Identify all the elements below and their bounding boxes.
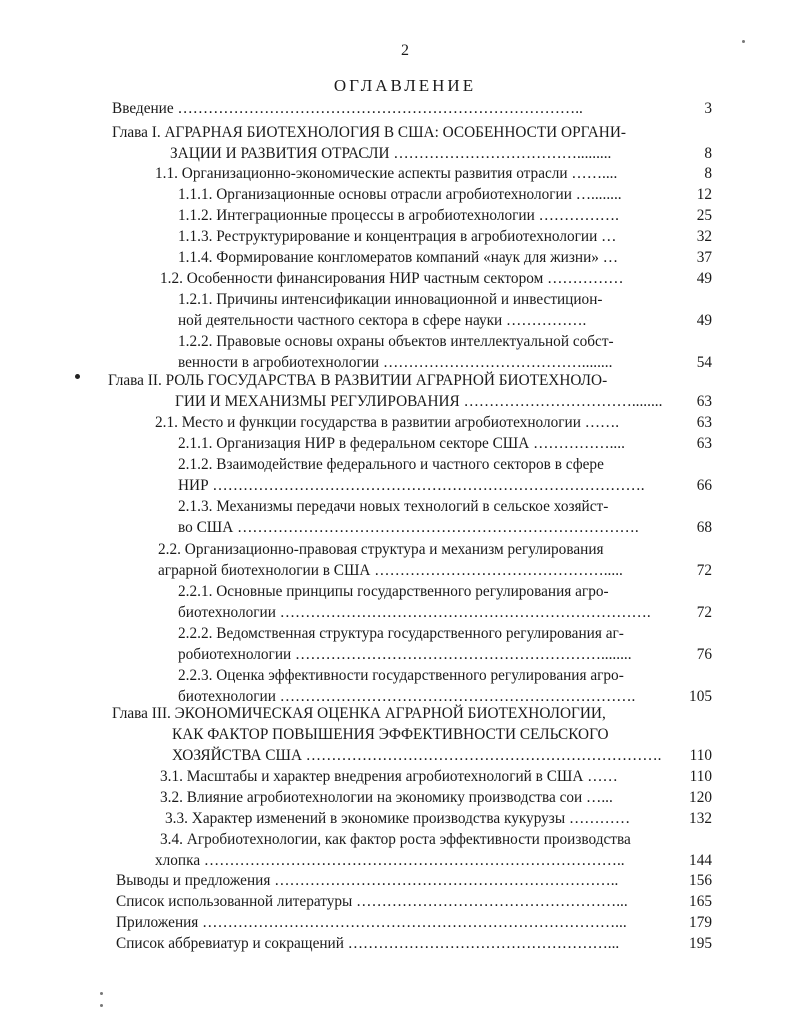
toc-entry-line: 2.2.1. Основные принципы государственного регулирования агро- <box>178 583 609 600</box>
scan-speck <box>742 40 745 43</box>
toc-entry-line: 2.2. Организационно-правовая структура и механизм регулирования <box>158 541 604 558</box>
toc-page-number: 132 <box>689 810 712 827</box>
toc-entry-line: 1.2.1. Причины интенсификации инновационной и инвестицион- <box>178 291 603 308</box>
toc-entry-line: НИР …………………………………………………………………………. <box>178 477 645 494</box>
toc-page-number: 8 <box>704 145 712 162</box>
scan-speck <box>75 374 80 379</box>
toc-page-number: 32 <box>696 228 712 245</box>
toc-entry-line: Приложения ………………………………………………………………………... <box>116 914 627 931</box>
toc-entry-line: Введение …………………………………………………………………….. <box>112 100 583 117</box>
toc-page-number: 110 <box>689 768 712 785</box>
toc-entry-line: 1.1.1. Организационные основы отрасли агробиотехнологии …........ <box>178 186 622 203</box>
toc-entry-line: робиотехнологии ……………………………………………………........ <box>178 646 632 663</box>
toc-entry-line: Глава III. ЭКОНОМИЧЕСКАЯ ОЦЕНКА АГРАРНОЙ БИОТЕХНОЛОГИИ, <box>112 705 606 722</box>
toc-entry-line: Выводы и предложения ………………………………………………………….. <box>116 872 619 889</box>
toc-page-number: 54 <box>696 354 712 371</box>
toc-entry-line: 2.2.3. Оценка эффективности государственного регулирования агро- <box>178 667 624 684</box>
toc-page-number: 72 <box>696 562 712 579</box>
toc-entry-line: ХОЗЯЙСТВА США ……………………………………………………………. <box>172 747 662 764</box>
toc-entry-line: 1.2. Особенности финансирования НИР частным сектором …………… <box>160 270 624 287</box>
toc-entry-line: 3.1. Масштабы и характер внедрения агробиотехнологий в США …… <box>160 768 618 785</box>
toc-page-number: 66 <box>696 477 712 494</box>
toc-entry-line: Список аббревиатур и сокращений ……………………………………………... <box>116 935 620 952</box>
toc-entry-line: КАК ФАКТОР ПОВЫШЕНИЯ ЭФФЕКТИВНОСТИ СЕЛЬСКОГО <box>172 726 609 743</box>
toc-page-number: 63 <box>696 414 712 431</box>
toc-page-number: 156 <box>689 872 712 889</box>
toc-page-number: 63 <box>696 393 712 410</box>
toc-entry-line: Глава I. АГРАРНАЯ БИОТЕХНОЛОГИЯ В США: ОСОБЕННОСТИ ОРГАНИ- <box>112 124 626 141</box>
toc-page-number: 179 <box>689 914 712 931</box>
toc-page-number: 49 <box>696 270 712 287</box>
toc-entry-line: 2.1.2. Взаимодействие федерального и частного секторов в сфере <box>178 456 604 473</box>
toc-entry-line: ГИИ И МЕХАНИЗМЫ РЕГУЛИРОВАНИЯ ……………………………........ <box>175 393 663 410</box>
toc-page-number: 105 <box>689 688 712 705</box>
toc-entry-line: Список использованной литературы ……………………………………………... <box>116 893 628 910</box>
toc-entry-line: 2.1.3. Механизмы передачи новых технологий в сельское хозяйст- <box>178 498 609 515</box>
toc-page-number: 165 <box>689 893 712 910</box>
toc-entry-line: 1.2.2. Правовые основы охраны объектов интеллектуальной собст- <box>178 333 614 350</box>
toc-page-number: 3 <box>704 100 712 117</box>
toc-entry-line: биотехнологии ………………………………………………………………. <box>178 604 651 621</box>
toc-entry-line: 3.4. Агробиотехнологии, как фактор роста эффективности производства <box>160 831 631 848</box>
toc-entry-line: 3.2. Влияние агробиотехнологии на экономику производства сои …... <box>160 789 613 806</box>
toc-page-number: 37 <box>696 249 712 266</box>
toc-entry-line: 1.1.4. Формирование конгломератов компаний «наук для жизни» … <box>178 249 619 266</box>
toc-entry-line: аграрной биотехнологии в США ………………………………………..... <box>158 562 623 579</box>
toc-page-number: 120 <box>689 789 712 806</box>
toc-entry-line: венности в агробиотехнологии …………………………………........ <box>178 354 613 371</box>
toc-entry-line: ЗАЦИИ И РАЗВИТИЯ ОТРАСЛИ ………………………………......... <box>170 145 612 162</box>
toc-page-number: 68 <box>696 519 712 536</box>
toc-entry-line: 2.1.1. Организация НИР в федеральном секторе США …………….... <box>178 435 625 452</box>
toc-page-number: 144 <box>689 852 712 869</box>
toc-page-number: 195 <box>689 935 712 952</box>
toc-entry-line: 2.1. Место и функции государства в развитии агробиотехнологии ……. <box>155 414 620 431</box>
toc-entry-line: 3.3. Характер изменений в экономике производства кукурузы ………… <box>165 810 631 827</box>
toc-entry-line: 1.1. Организационно-экономические аспекты развития отрасли …….... <box>155 165 618 182</box>
scan-speck <box>100 992 103 995</box>
toc-entry-line: 2.2.2. Ведомственная структура государственного регулирования аг- <box>178 625 624 642</box>
toc-entry-line: 1.1.2. Интеграционные процессы в агробиотехнологии ……………. <box>178 207 619 224</box>
toc-page-number: 76 <box>696 646 712 663</box>
toc-page-number: 8 <box>704 165 712 182</box>
scan-speck <box>100 1004 103 1007</box>
toc-page-number: 25 <box>696 207 712 224</box>
toc-page-number: 72 <box>696 604 712 621</box>
toc-entry-line: хлопка ……………………………………………………………………….. <box>155 852 625 869</box>
toc-entry-line: Глава II. РОЛЬ ГОСУДАРСТВА В РАЗВИТИИ АГРАРНОЙ БИОТЕХНОЛО- <box>108 372 608 389</box>
toc-page-number: 63 <box>696 435 712 452</box>
toc-entry-line: во США ……………………………………………………………………. <box>178 519 639 536</box>
toc-page-number: 110 <box>689 747 712 764</box>
toc-heading: ОГЛАВЛЕНИЕ <box>333 76 477 95</box>
toc-page-number: 12 <box>696 186 712 203</box>
toc-entry-line: биотехнологии ……………………………………………………………. <box>178 688 636 705</box>
toc-page-number: 49 <box>696 312 712 329</box>
toc-entry-line: 1.1.3. Реструктурирование и концентрация в агробиотехнологии … <box>178 228 617 245</box>
toc-entry-line: ной деятельности частного сектора в сфере науки ……………. <box>178 312 587 329</box>
page-number: 2 <box>401 42 409 59</box>
